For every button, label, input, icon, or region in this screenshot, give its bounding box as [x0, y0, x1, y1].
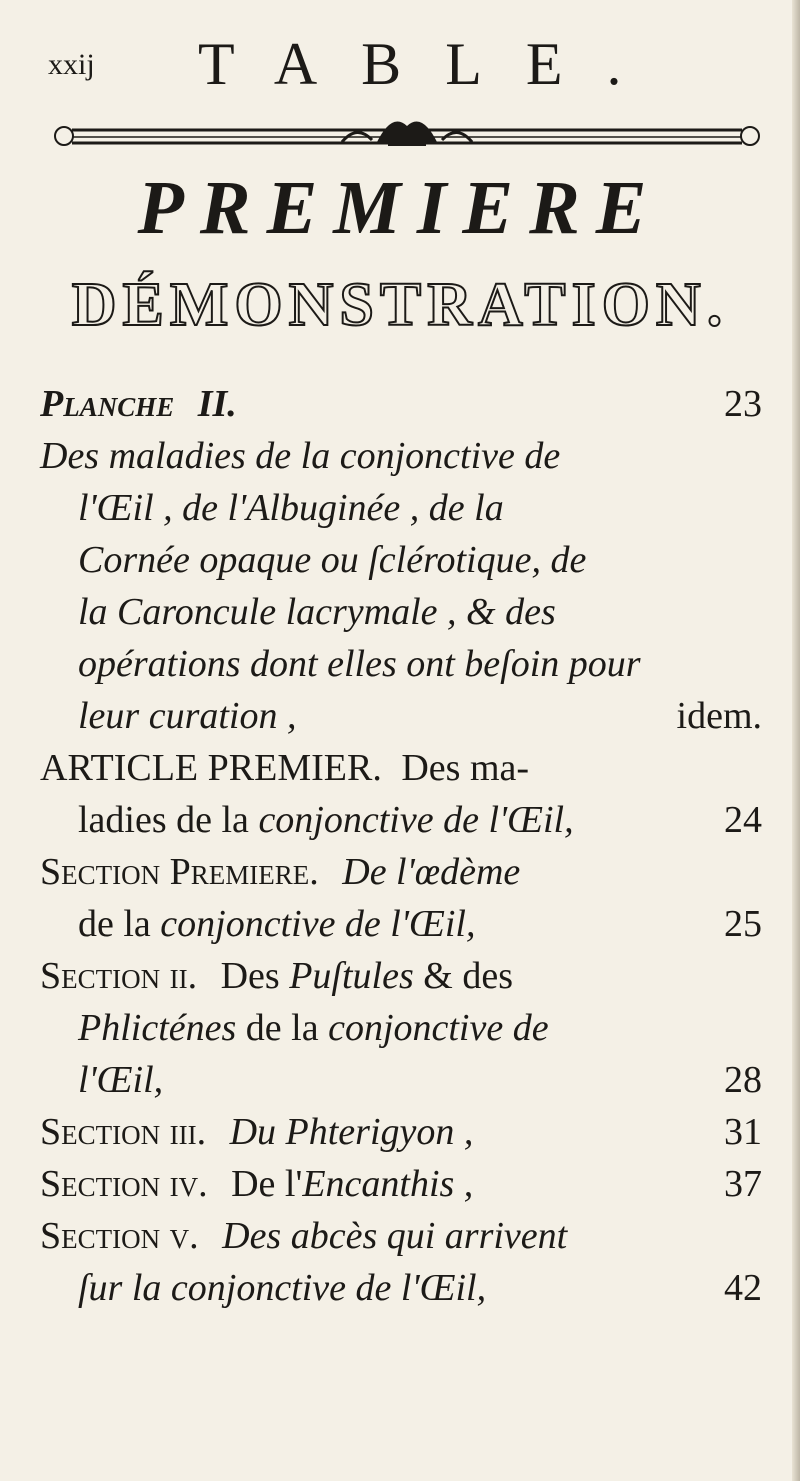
intro-line-5: opérations dont elles ont beſoin pour [78, 643, 641, 685]
section-4-page: 37 [724, 1163, 762, 1205]
section-3-page: 31 [724, 1111, 762, 1153]
intro-line-1: Des maladies de la conjonctive de [40, 435, 561, 477]
page-header [48, 30, 768, 97]
section-2-line-3: l'Œil, [78, 1059, 164, 1101]
planche-page: 23 [724, 383, 762, 425]
section-4-label: Section iv. [40, 1163, 208, 1205]
section-1-page: 25 [724, 903, 762, 945]
section-5-label: Section v. [40, 1215, 199, 1257]
article-line-2: ladies de la conjonctive de l'Œil, [78, 799, 574, 841]
section-1-label: Section Premiere. [40, 851, 319, 893]
intro-line-2: l'Œil , de l'Albuginée , de la [78, 487, 504, 529]
demonstration-title-main: PREMIERE [137, 166, 663, 250]
section-5-line-2: ſur la conjonctive de l'Œil, [78, 1267, 487, 1309]
section-5-page: 42 [724, 1267, 762, 1309]
article-heading: ARTICLE PREMIER. [40, 747, 382, 789]
article-page: 24 [724, 799, 762, 841]
ornamental-rule-icon [52, 112, 762, 156]
demonstration-title-sub: DÉMONSTRATION. [71, 271, 729, 339]
section-3-label: Section iii. [40, 1111, 207, 1153]
article-line-1: ARTICLE PREMIER. Des ma- [40, 747, 530, 789]
planche-heading: Planche II. [40, 383, 237, 425]
intro-line-6: leur curation , [78, 695, 297, 737]
section-3-line-1: Section iii. Du Phterigyon , [40, 1111, 474, 1153]
section-2-page: 28 [724, 1059, 762, 1101]
section-5-line-1: Section v. Des abcès qui arrivent [40, 1215, 568, 1257]
intro-line-4: la Caroncule lacrymale , & des [78, 591, 556, 633]
intro-page: idem. [676, 695, 762, 737]
section-2-line-2: Phlicténes de la conjonctive de [78, 1007, 549, 1049]
section-1-line-2: de la conjonctive de l'Œil, [78, 903, 476, 945]
section-1-line-1: Section Premiere. De l'œdème [40, 851, 521, 893]
section-4-line-1: Section iv. De l'Encanthis , [40, 1163, 474, 1205]
intro-line-3: Cornée opaque ou ſclérotique, de [78, 539, 587, 581]
running-title: TABLE. [198, 31, 666, 97]
section-2-line-1: Section ii. Des Puſtules & des [40, 955, 513, 997]
section-2-label: Section ii. [40, 955, 198, 997]
folio-number: xxij [48, 48, 95, 81]
